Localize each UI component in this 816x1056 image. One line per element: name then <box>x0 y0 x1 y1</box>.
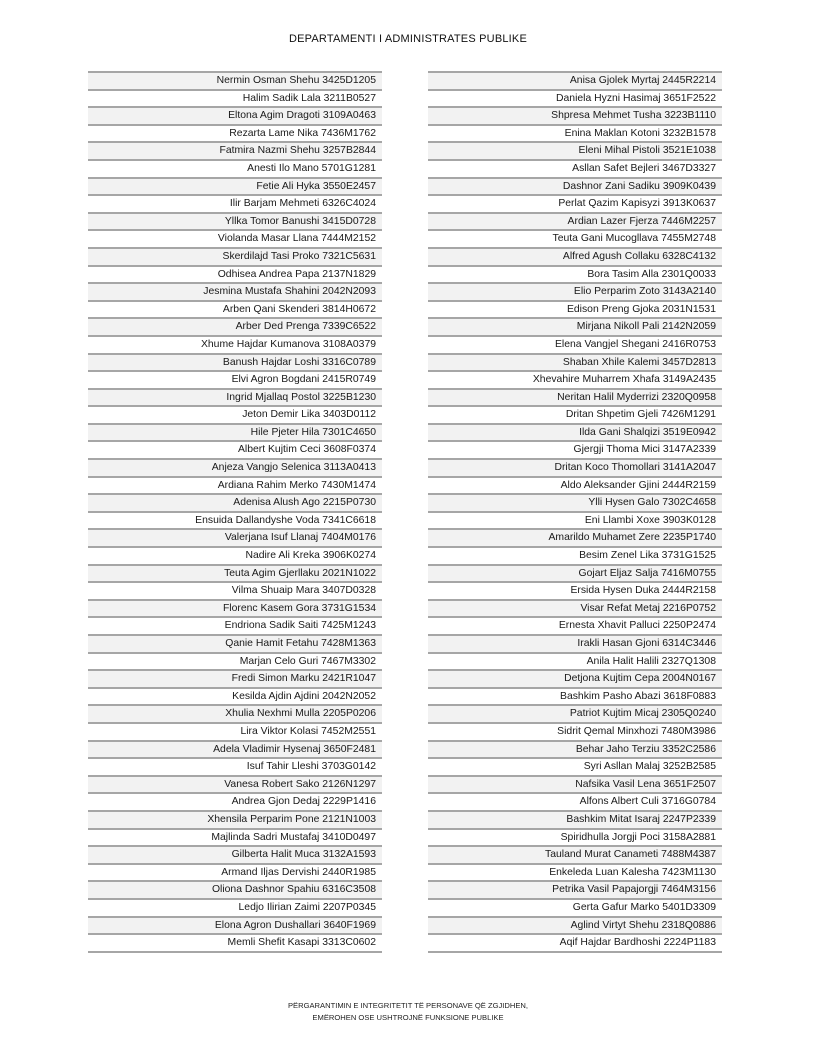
list-item: Ingrid Mjallaq Postol 3225B1230 <box>88 388 382 406</box>
list-item: Aldo Aleksander Gjini 2444R2159 <box>428 476 722 494</box>
list-item: Anisa Gjolek Myrtaj 2445R2214 <box>428 71 722 89</box>
list-item: Neritan Halil Myderrizi 2320Q0958 <box>428 388 722 406</box>
list-bottom-rule <box>88 951 382 953</box>
list-item: Teuta Gani Mucogllava 7455M2748 <box>428 229 722 247</box>
list-item: Vanesa Robert Sako 2126N1297 <box>88 775 382 793</box>
list-item: Ersida Hysen Duka 2444R2158 <box>428 581 722 599</box>
list-item: Elio Perparim Zoto 3143A2140 <box>428 282 722 300</box>
list-item: Dritan Koco Thomollari 3141A2047 <box>428 458 722 476</box>
list-item: Dritan Shpetim Gjeli 7426M1291 <box>428 405 722 423</box>
list-item: Albert Kujtim Ceci 3608F0374 <box>88 440 382 458</box>
list-item: Spiridhulla Jorgji Poci 3158A2881 <box>428 828 722 846</box>
list-item: Amarildo Muhamet Zere 2235P1740 <box>428 528 722 546</box>
list-item: Andrea Gjon Dedaj 2229P1416 <box>88 792 382 810</box>
list-item: Anesti Ilo Mano 5701G1281 <box>88 159 382 177</box>
list-item: Mirjana Nikoll Pali 2142N2059 <box>428 317 722 335</box>
list-item: Jeton Demir Lika 3403D0112 <box>88 405 382 423</box>
list-item: Eni Llambi Xoxe 3903K0128 <box>428 511 722 529</box>
list-item: Behar Jaho Terziu 3352C2586 <box>428 740 722 758</box>
list-item: Enina Maklan Kotoni 3232B1578 <box>428 124 722 142</box>
list-item: Xhulia Nexhmi Mulla 2205P0206 <box>88 704 382 722</box>
list-item: Gojart Eljaz Salja 7416M0755 <box>428 564 722 582</box>
list-item: Gjergji Thoma Mici 3147A2339 <box>428 440 722 458</box>
list-item: Alfons Albert Culi 3716G0784 <box>428 792 722 810</box>
list-item: Xhensila Perparim Pone 2121N1003 <box>88 810 382 828</box>
list-item: Nadire Ali Kreka 3906K0274 <box>88 546 382 564</box>
list-item: Perlat Qazim Kapisyzi 3913K0637 <box>428 194 722 212</box>
list-item: Edison Preng Gjoka 2031N1531 <box>428 300 722 318</box>
list-item: Fredi Simon Marku 2421R1047 <box>88 669 382 687</box>
footer-line-2: EMËROHEN OSE USHTROJNË FUNKSIONE PUBLIKE <box>312 1013 504 1022</box>
list-item: Besim Zenel Lika 3731G1525 <box>428 546 722 564</box>
list-item: Bora Tasim Alla 2301Q0033 <box>428 265 722 283</box>
list-item: Elvi Agron Bogdani 2415R0749 <box>88 370 382 388</box>
list-item: Ilir Barjam Mehmeti 6326C4024 <box>88 194 382 212</box>
list-item: Gerta Gafur Marko 5401D3309 <box>428 898 722 916</box>
list-item: Fatmira Nazmi Shehu 3257B2844 <box>88 141 382 159</box>
list-bottom-rule <box>428 951 722 953</box>
list-item: Alfred Agush Collaku 6328C4132 <box>428 247 722 265</box>
list-item: Nermin Osman Shehu 3425D1205 <box>88 71 382 89</box>
list-item: Ensuida Dallandyshe Voda 7341C6618 <box>88 511 382 529</box>
page-title: DEPARTAMENTI I ADMINISTRATES PUBLIKE <box>288 33 528 45</box>
right-name-list <box>428 71 722 953</box>
list-item: Patriot Kujtim Micaj 2305Q0240 <box>428 704 722 722</box>
list-item: Shaban Xhile Kalemi 3457D2813 <box>428 353 722 371</box>
footer-line-1: PËRGARANTIMIN E INTEGRITETIT TË PERSONAVE QË ZGJIDHEN, <box>287 1001 529 1010</box>
list-item: Skerdilajd Tasi Proko 7321C5631 <box>88 247 382 265</box>
list-item: Florenc Kasem Gora 3731G1534 <box>88 599 382 617</box>
list-item: Ardiana Rahim Merko 7430M1474 <box>88 476 382 494</box>
list-item: Eltona Agim Dragoti 3109A0463 <box>88 106 382 124</box>
list-item: Bashkim Mitat Isaraj 2247P2339 <box>428 810 722 828</box>
list-item: Ernesta Xhavit Palluci 2250P2474 <box>428 616 722 634</box>
list-item: Adela Vladimir Hysenaj 3650F2481 <box>88 740 382 758</box>
list-item: Irakli Hasan Gjoni 6314C3446 <box>428 634 722 652</box>
list-item: Majlinda Sadri Mustafaj 3410D0497 <box>88 828 382 846</box>
footer <box>0 1000 816 1024</box>
list-item: Endriona Sadik Saiti 7425M1243 <box>88 616 382 634</box>
list-item: Ylli Hysen Galo 7302C4658 <box>428 493 722 511</box>
list-item: Shpresa Mehmet Tusha 3223B1110 <box>428 106 722 124</box>
list-item: Yllka Tomor Banushi 3415D0728 <box>88 212 382 230</box>
list-item: Bashkim Pasho Abazi 3618F0883 <box>428 687 722 705</box>
list-item: Gilberta Halit Muca 3132A1593 <box>88 845 382 863</box>
list-item: Anjeza Vangjo Selenica 3113A0413 <box>88 458 382 476</box>
list-item: Hile Pjeter Hila 7301C4650 <box>88 423 382 441</box>
list-item: Elena Vangjel Shegani 2416R0753 <box>428 335 722 353</box>
list-item: Fetie Ali Hyka 3550E2457 <box>88 177 382 195</box>
list-item: Kesilda Ajdin Ajdini 2042N2052 <box>88 687 382 705</box>
list-item: Oliona Dashnor Spahiu 6316C3508 <box>88 880 382 898</box>
list-item: Lira Viktor Kolasi 7452M2551 <box>88 722 382 740</box>
left-name-list <box>88 71 382 953</box>
list-item: Daniela Hyzni Hasimaj 3651F2522 <box>428 89 722 107</box>
list-item: Petrika Vasil Papajorgji 7464M3156 <box>428 880 722 898</box>
list-item: Armand Iljas Dervishi 2440R1985 <box>88 863 382 881</box>
list-item: Syri Asllan Malaj 3252B2585 <box>428 757 722 775</box>
list-item: Anila Halit Halili 2327Q1308 <box>428 652 722 670</box>
list-item: Adenisa Alush Ago 2215P0730 <box>88 493 382 511</box>
list-item: Enkeleda Luan Kalesha 7423M1130 <box>428 863 722 881</box>
list-item: Vilma Shuaip Mara 3407D0328 <box>88 581 382 599</box>
list-item: Rezarta Lame Nika 7436M1762 <box>88 124 382 142</box>
list-item: Nafsika Vasil Lena 3651F2507 <box>428 775 722 793</box>
list-item: Odhisea Andrea Papa 2137N1829 <box>88 265 382 283</box>
list-item: Xhume Hajdar Kumanova 3108A0379 <box>88 335 382 353</box>
list-item: Memli Shefit Kasapi 3313C0602 <box>88 933 382 951</box>
list-item: Sidrit Qemal Minxhozi 7480M3986 <box>428 722 722 740</box>
list-item: Halim Sadik Lala 3211B0527 <box>88 89 382 107</box>
list-item: Banush Hajdar Loshi 3316C0789 <box>88 353 382 371</box>
list-item: Dashnor Zani Sadiku 3909K0439 <box>428 177 722 195</box>
list-item: Teuta Agim Gjerllaku 2021N1022 <box>88 564 382 582</box>
list-item: Xhevahire Muharrem Xhafa 3149A2435 <box>428 370 722 388</box>
list-item: Elona Agron Dushallari 3640F1969 <box>88 916 382 934</box>
list-item: Visar Refat Metaj 2216P0752 <box>428 599 722 617</box>
list-item: Aglind Virtyt Shehu 2318Q0886 <box>428 916 722 934</box>
list-item: Asllan Safet Bejleri 3467D3327 <box>428 159 722 177</box>
list-item: Marjan Celo Guri 7467M3302 <box>88 652 382 670</box>
list-item: Ardian Lazer Fjerza 7446M2257 <box>428 212 722 230</box>
list-item: Ledjo Ilirian Zaimi 2207P0345 <box>88 898 382 916</box>
list-item: Arben Qani Skenderi 3814H0672 <box>88 300 382 318</box>
list-item: Tauland Murat Canameti 7488M4387 <box>428 845 722 863</box>
list-item: Arber Ded Prenga 7339C6522 <box>88 317 382 335</box>
list-item: Detjona Kujtim Cepa 2004N0167 <box>428 669 722 687</box>
list-item: Ilda Gani Shalqizi 3519E0942 <box>428 423 722 441</box>
list-item: Eleni Mihal Pistoli 3521E1038 <box>428 141 722 159</box>
list-item: Aqif Hajdar Bardhoshi 2224P1183 <box>428 933 722 951</box>
list-item: Violanda Masar Llana 7444M2152 <box>88 229 382 247</box>
list-item: Qanie Hamit Fetahu 7428M1363 <box>88 634 382 652</box>
list-item: Jesmina Mustafa Shahini 2042N2093 <box>88 282 382 300</box>
list-item: Valerjana Isuf Llanaj 7404M0176 <box>88 528 382 546</box>
list-item: Isuf Tahir Lleshi 3703G0142 <box>88 757 382 775</box>
